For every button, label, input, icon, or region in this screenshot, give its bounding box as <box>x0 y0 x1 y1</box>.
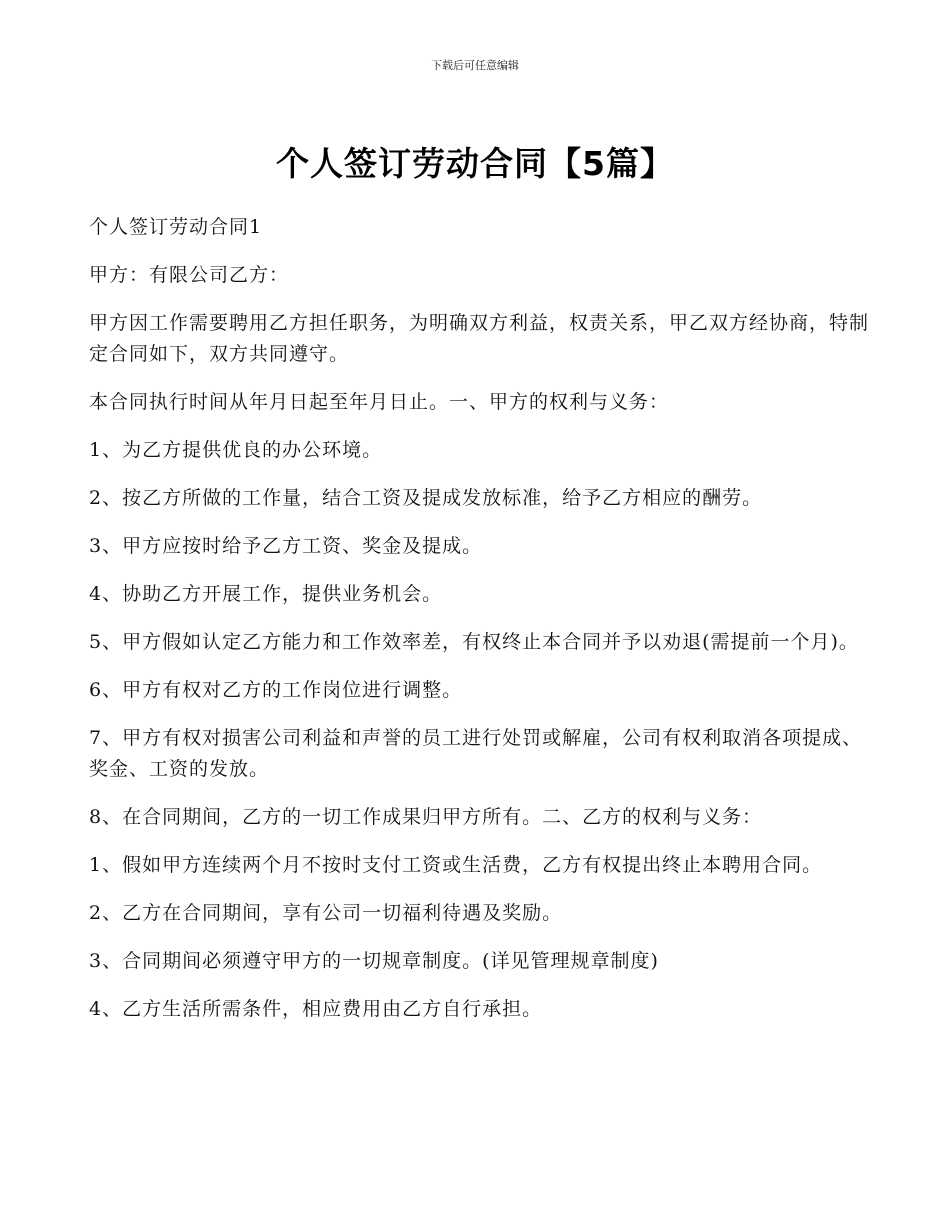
term-paragraph: 本合同执行时间从年月日起至年月日止。一、甲方的权利与义务： <box>89 391 670 413</box>
clause-paragraph: 2、乙方在合同期间，享有公司一切福利待遇及奖励。 <box>89 902 563 924</box>
document-body <box>89 212 869 1042</box>
contract-heading: 个人签订劳动合同1 <box>89 216 263 238</box>
clause-paragraph: 2、按乙方所做的工作量，结合工资及提成发放标准，给予乙方相应的酬劳。 <box>89 487 763 509</box>
clause-paragraph: 8、在合同期间，乙方的一切工作成果归甲方所有。二、乙方的权利与义务： <box>89 806 763 828</box>
preamble-paragraph: 甲方因工作需要聘用乙方担任职务，为明确双方利益，权责关系，甲乙双方经协商，特制定合同如下，双方共同遵守。 <box>89 312 870 365</box>
clause-paragraph: 3、甲方应按时给予乙方工资、奖金及提成。 <box>89 535 483 557</box>
clause-paragraph: 1、为乙方提供优良的办公环境。 <box>89 439 383 461</box>
parties-line: 甲方：有限公司乙方： <box>89 264 290 286</box>
header-note: 下载后可任意编辑 <box>431 59 519 72</box>
clause-paragraph: 4、协助乙方开展工作，提供业务机会。 <box>89 583 443 605</box>
clause-paragraph: 1、假如甲方连续两个月不按时支付工资或生活费，乙方有权提出终止本聘用合同。 <box>89 854 823 876</box>
clause-paragraph: 6、甲方有权对乙方的工作岗位进行调整。 <box>89 679 463 701</box>
clause-paragraph: 5、甲方假如认定乙方能力和工作效率差，有权终止本合同并予以劝退(需提前一个月)。 <box>89 631 859 653</box>
document-title: 个人签订劳动合同【5篇】 <box>276 144 674 183</box>
clause-paragraph: 7、甲方有权对损害公司利益和声誉的员工进行处罚或解雇，公司有权利取消各项提成、奖金、工资的发放。 <box>89 727 863 780</box>
clause-paragraph: 3、合同期间必须遵守甲方的一切规章制度。(详见管理规章制度) <box>89 950 659 972</box>
clause-paragraph: 4、乙方生活所需条件，相应费用由乙方自行承担。 <box>89 998 543 1020</box>
